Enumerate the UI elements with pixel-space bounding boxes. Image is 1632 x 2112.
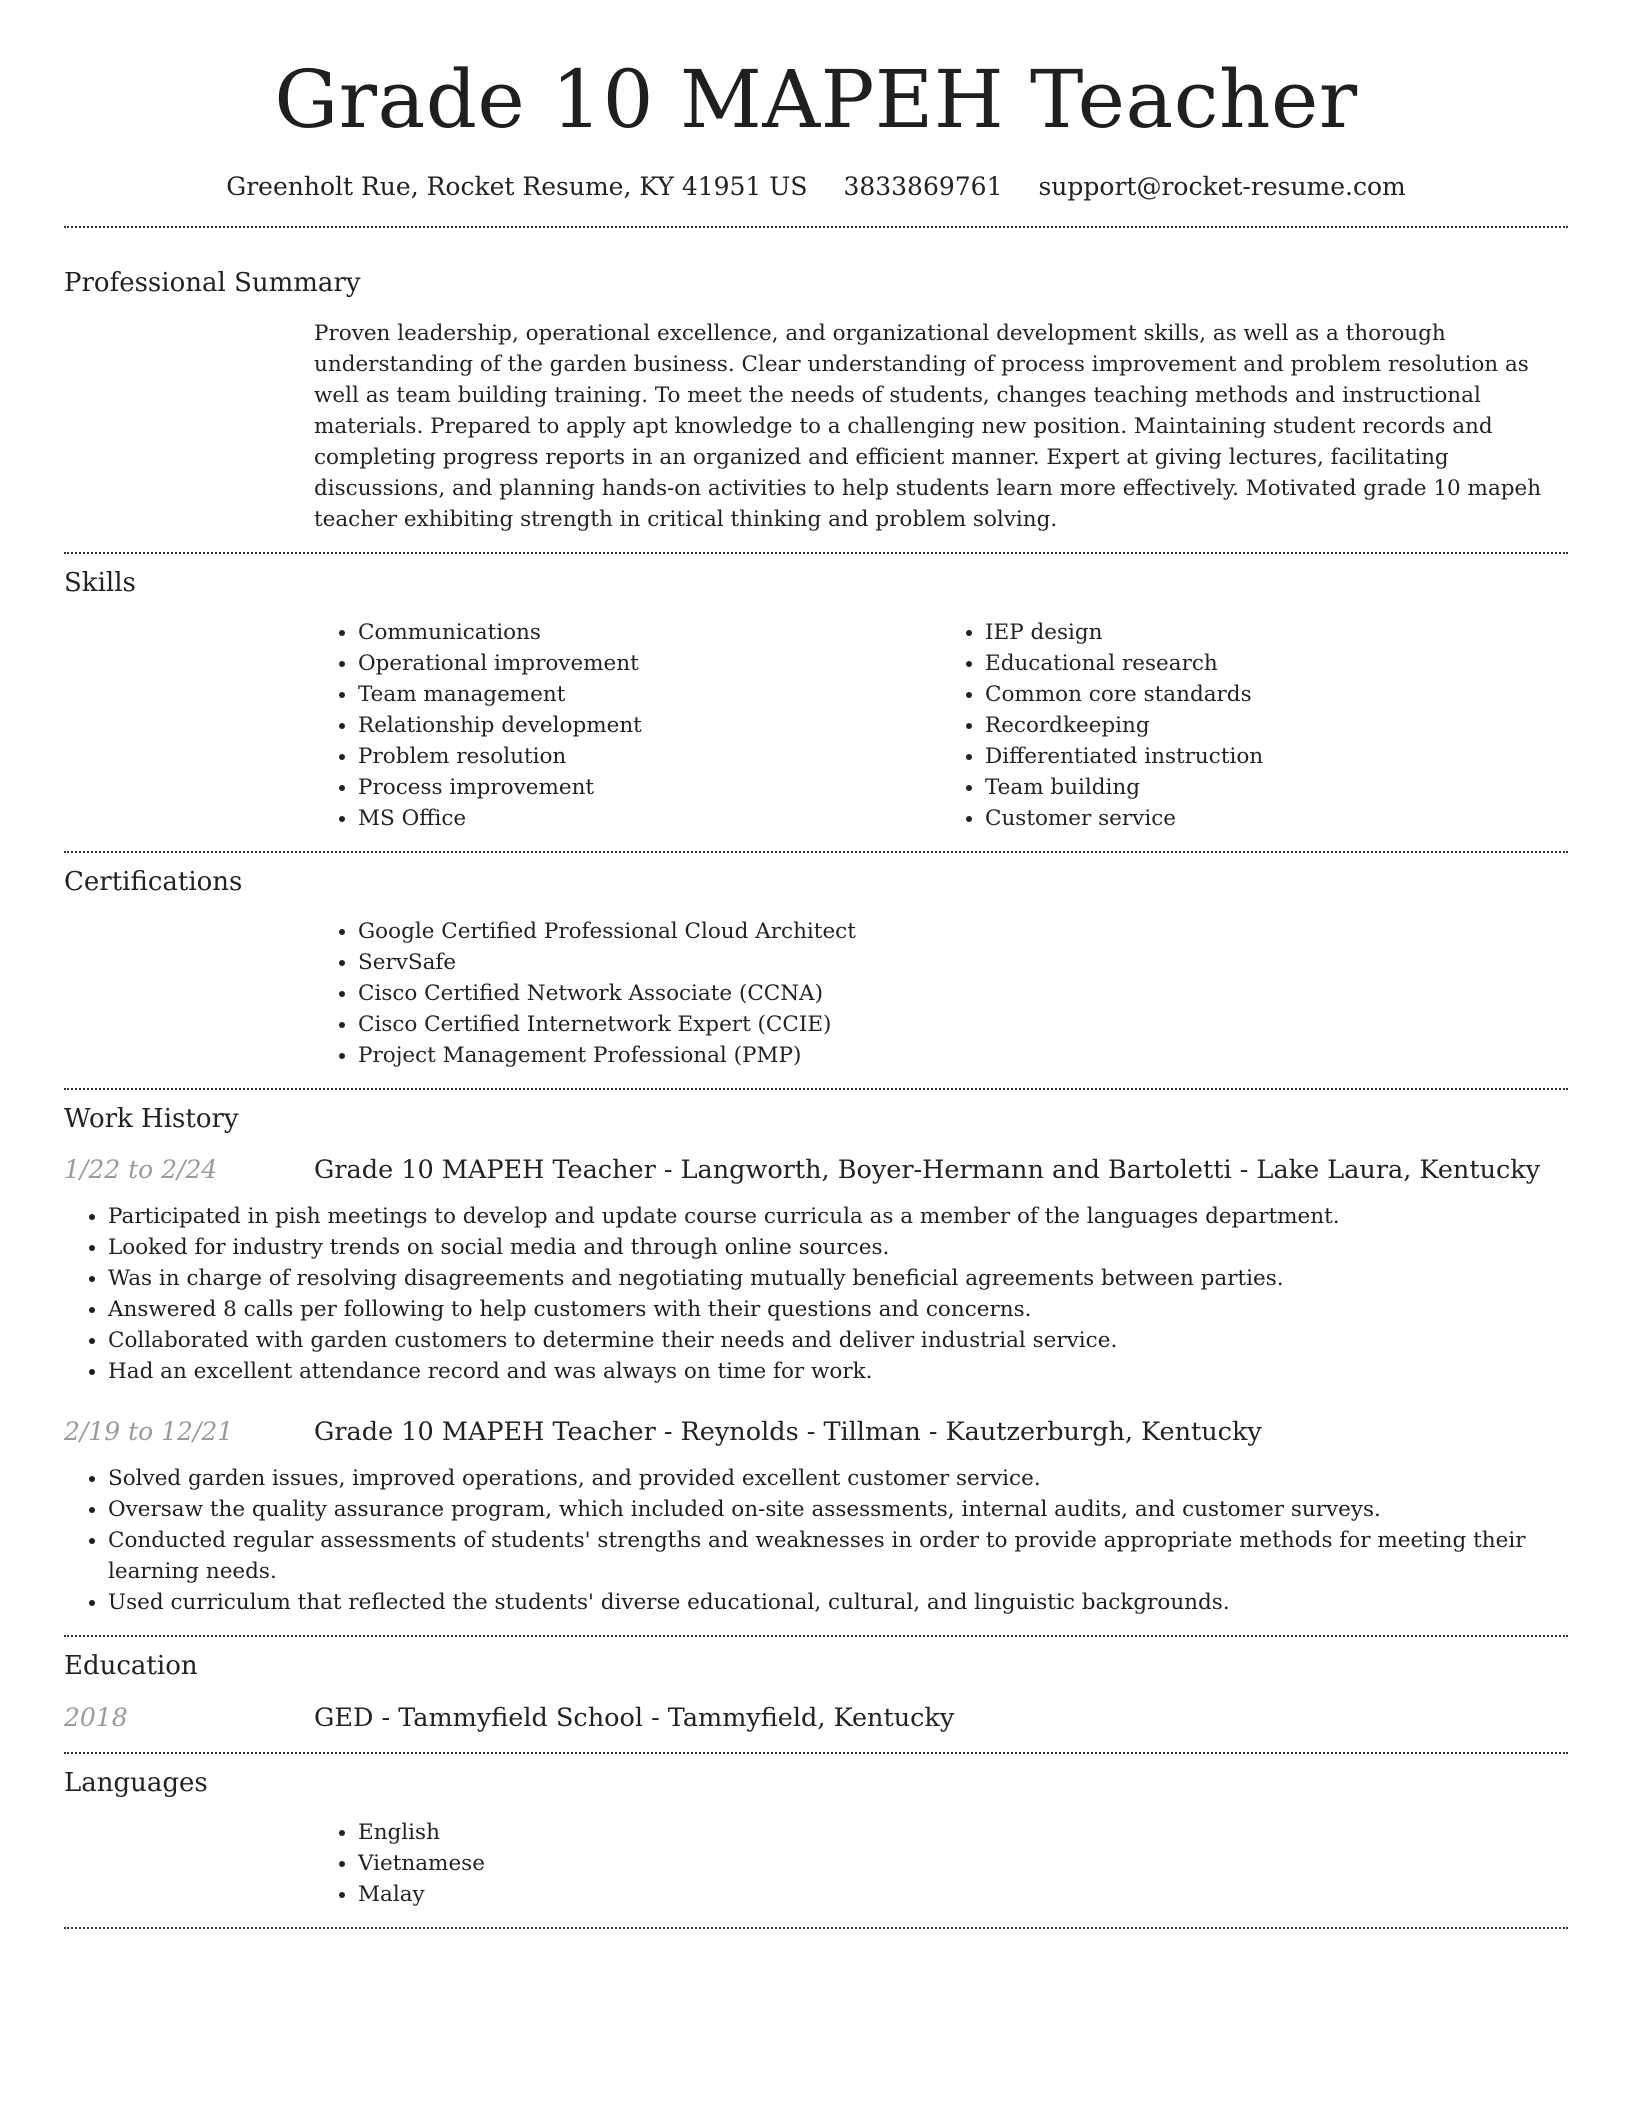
list-item: • Used curriculum that reflected the students' diverse educational, cultural, and linguistic backgrounds.: [108, 1587, 1568, 1618]
languages-list: [314, 1817, 1568, 1910]
education-section: [64, 1649, 1568, 1735]
job-entry: [64, 1153, 1568, 1387]
list-item: • Was in charge of resolving disagreements and negotiating mutually beneficial agreements between parties.: [108, 1263, 1568, 1294]
list-item: • Conducted regular assessments of students' strengths and weaknesses in order to provide appropriate methods for meeting their learning needs.: [108, 1525, 1568, 1587]
contact-address: Greenholt Rue, Rocket Resume, KY 41951 US: [226, 172, 808, 201]
list-item: • Team management: [358, 679, 941, 710]
education-year: 2018: [64, 1703, 128, 1732]
list-item: • Customer service: [985, 803, 1568, 834]
job-bullets: [64, 1463, 1568, 1618]
list-item: • Malay: [358, 1879, 1568, 1910]
contact-line: [64, 170, 1568, 204]
list-item: • Collaborated with garden customers to determine their needs and deliver industrial service.: [108, 1325, 1568, 1356]
section-divider: [64, 1927, 1568, 1929]
education-entry: [64, 1701, 1568, 1735]
languages-section: [64, 1766, 1568, 1910]
job-title: Grade 10 MAPEH Teacher - Langworth, Boyer-Hermann and Bartoletti - Lake Laura, Kentucky: [314, 1155, 1541, 1185]
education-heading: Education: [64, 1651, 198, 1681]
section-divider: [64, 1635, 1568, 1637]
section-divider: [64, 226, 1568, 228]
list-item: • Common core standards: [985, 679, 1568, 710]
list-item: • Solved garden issues, improved operations, and provided excellent customer service.: [108, 1463, 1568, 1494]
list-item: • Cisco Certified Network Associate (CCNA): [358, 978, 1568, 1009]
certifications-heading: Certifications: [64, 867, 243, 897]
list-item: • English: [358, 1817, 1568, 1848]
list-item: • Vietnamese: [358, 1848, 1568, 1879]
section-divider: [64, 851, 1568, 853]
contact-phone: 3833869761: [843, 172, 1003, 201]
list-item: • Differentiated instruction: [985, 741, 1568, 772]
list-item: • Had an excellent attendance record and was always on time for work.: [108, 1356, 1568, 1387]
list-item: • Project Management Professional (PMP): [358, 1040, 1568, 1071]
job-bullets: [64, 1201, 1568, 1387]
list-item: • Looked for industry trends on social media and through online sources.: [108, 1232, 1568, 1263]
skills-list-left: [314, 617, 941, 834]
languages-heading: Languages: [64, 1768, 208, 1798]
section-divider: [64, 1752, 1568, 1754]
list-item: • Cisco Certified Internetwork Expert (CCIE): [358, 1009, 1568, 1040]
job-dates: 1/22 to 2/24: [64, 1155, 218, 1184]
list-item: • Recordkeeping: [985, 710, 1568, 741]
summary-text: Proven leadership, operational excellence, and organizational development skills, as well as a thorough understanding of the garden business. Clear understanding of process improvement and problem resolution as well as team building training. To meet the needs of students, changes teaching methods and instructional materials. Prepared to apply apt knowledge to a challenging new position. Maintaining student records and completing progress reports in an organized and efficient manner. Expert at giving lectures, facilitating discussions, and planning hands-on activities to help students learn more effectively. Motivated grade 10 mapeh teacher exhibiting strength in critical thinking and problem solving.: [314, 321, 1542, 532]
certifications-section: [64, 865, 1568, 1071]
section-divider: [64, 552, 1568, 554]
skills-list-right: [941, 617, 1568, 834]
resume-header: [64, 0, 1568, 204]
list-item: • Process improvement: [358, 772, 941, 803]
certifications-list: [314, 916, 1568, 1071]
contact-email: support@rocket-resume.com: [1038, 172, 1406, 201]
list-item: • Communications: [358, 617, 941, 648]
education-title: GED - Tammyfield School - Tammyfield, Kentucky: [314, 1703, 955, 1733]
candidate-name: Grade 10 MAPEH Teacher: [274, 53, 1358, 146]
work-history-section: [64, 1102, 1568, 1618]
list-item: • Oversaw the quality assurance program, which included on-site assessments, internal audits, and customer surveys.: [108, 1494, 1568, 1525]
job-entry: [64, 1415, 1568, 1618]
job-dates: 2/19 to 12/21: [64, 1417, 234, 1446]
list-item: • MS Office: [358, 803, 941, 834]
list-item: • Answered 8 calls per following to help customers with their questions and concerns.: [108, 1294, 1568, 1325]
job-title: Grade 10 MAPEH Teacher - Reynolds - Tillman - Kautzerburgh, Kentucky: [314, 1417, 1262, 1447]
list-item: • IEP design: [985, 617, 1568, 648]
skills-heading: Skills: [64, 568, 136, 598]
skills-section: [64, 566, 1568, 834]
list-item: • Operational improvement: [358, 648, 941, 679]
work-history-heading: Work History: [64, 1104, 239, 1134]
list-item: • Problem resolution: [358, 741, 941, 772]
list-item: • Google Certified Professional Cloud Architect: [358, 916, 1568, 947]
list-item: • Team building: [985, 772, 1568, 803]
list-item: • ServSafe: [358, 947, 1568, 978]
summary-section: [64, 266, 1568, 535]
list-item: • Relationship development: [358, 710, 941, 741]
section-divider: [64, 1088, 1568, 1090]
summary-heading: Professional Summary: [64, 268, 361, 298]
list-item: • Educational research: [985, 648, 1568, 679]
list-item: • Participated in pish meetings to develop and update course curricula as a member of the languages department.: [108, 1201, 1568, 1232]
